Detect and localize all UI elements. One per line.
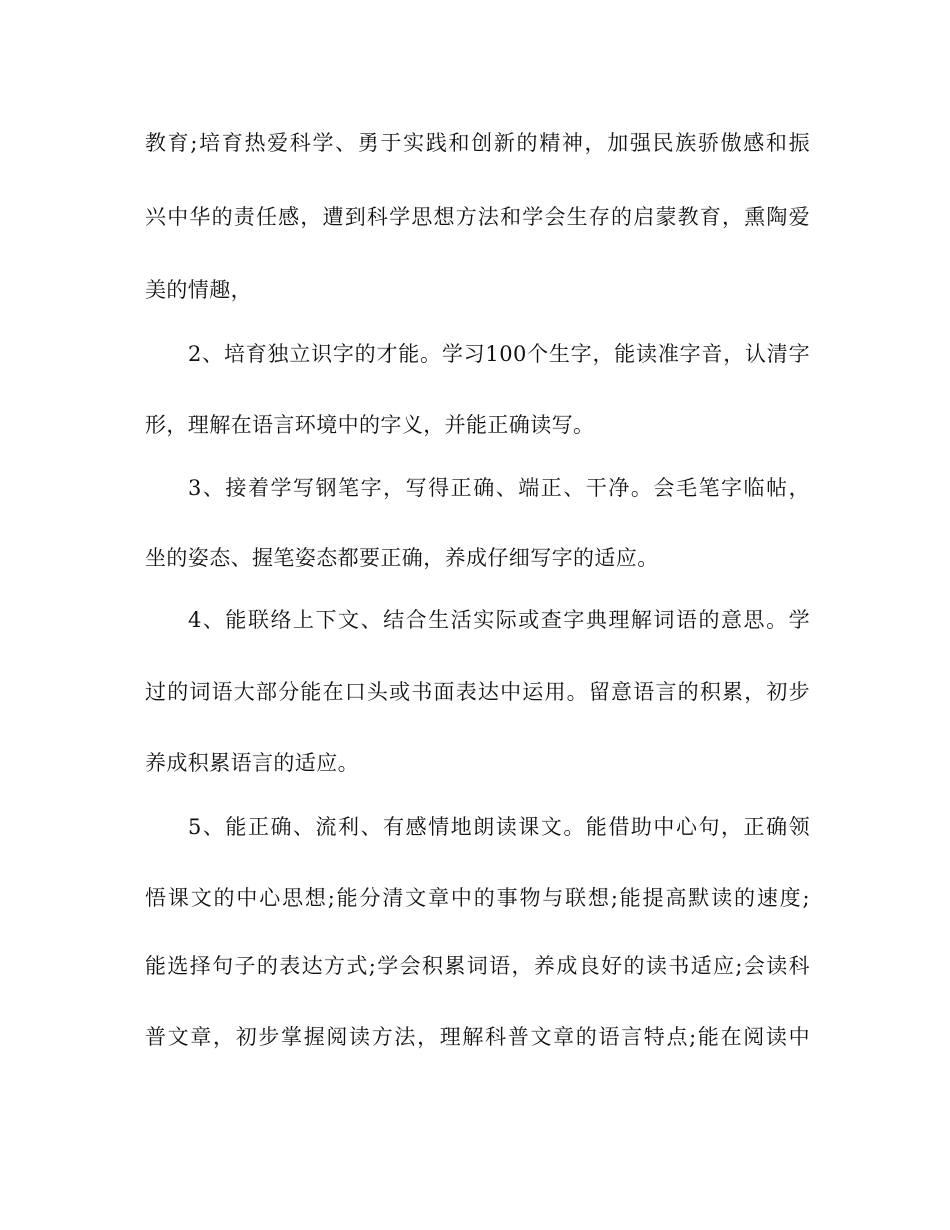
text-line-3: 美的情趣， — [145, 278, 252, 302]
text-line-10: 养成积累语言的适应。 — [145, 751, 359, 775]
text-line-7: 坐的姿态、握笔姿态都要正确，养成仔细写字的适应。 — [145, 546, 659, 570]
text-line-14: 普文章，初步掌握阅读方法，理解科普文章的语言特点;能在阅读中 — [145, 1025, 810, 1049]
text-line-13: 能选择句子的表达方式;学会积累词语，养成良好的读书适应;会读科 — [145, 954, 810, 978]
text-line-2: 兴中华的责任感，遭到科学思想方法和学会生存的启蒙教育，熏陶爱 — [145, 205, 810, 229]
text-line-12: 悟课文的中心思想;能分清文章中的事物与联想;能提高默读的速度; — [145, 886, 810, 910]
text-line-9: 过的词语大部分能在口头或书面表达中运用。留意语言的积累，初步 — [145, 680, 810, 704]
text-line-1: 教育;培育热爱科学、勇于实践和创新的精神，加强民族骄傲感和振 — [145, 131, 810, 155]
text-line-5: 形，理解在语言环境中的字义，并能正确读写。 — [145, 413, 595, 437]
text-line-8: 4、能联络上下文、结合生活实际或查字典理解词语的意思。学 — [188, 608, 810, 632]
text-line-11: 5、能正确、流利、有感情地朗读课文。能借助中心句，正确领 — [188, 815, 810, 839]
text-line-6: 3、接着学写钢笔字，写得正确、端正、干净。会毛笔字临帖， — [188, 476, 810, 500]
text-line-4: 2、培育独立识字的才能。学习100个生字，能读准字音，认清字 — [188, 342, 810, 366]
